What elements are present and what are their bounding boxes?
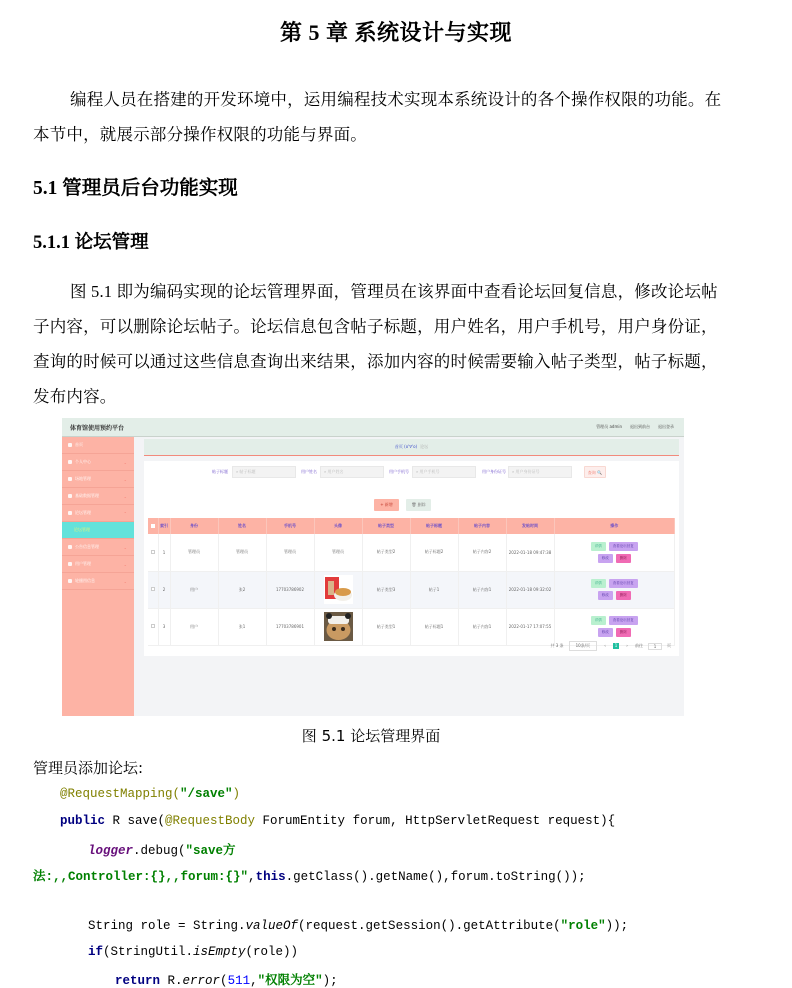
sidebar-item-label: 公告信息管理 bbox=[75, 544, 99, 549]
sidebar-item-label: 论坛管理 bbox=[74, 527, 90, 532]
delete-button[interactable]: 删除 bbox=[616, 591, 631, 600]
image-icon bbox=[68, 579, 72, 583]
chevron-down-icon: ⌄ bbox=[123, 494, 127, 499]
code-label: 管理员添加论坛: bbox=[33, 759, 144, 777]
add-button[interactable]: + 新增 bbox=[374, 499, 399, 511]
row-checkbox[interactable] bbox=[148, 571, 158, 608]
table-header-row bbox=[148, 518, 675, 534]
total-count: 共 3 条 bbox=[550, 643, 564, 648]
code-line-4: 法:,,Controller:{},,forum:{}",this.getClass().getName(),forum.toString()); bbox=[33, 870, 586, 884]
cell-title: 帖子标题1 bbox=[410, 608, 458, 645]
page-size-select[interactable]: 10条/页 bbox=[569, 641, 597, 651]
sidebar-item-notice[interactable] bbox=[62, 539, 134, 556]
intro-paragraph: 编程人员在搭建的开发环境中，运用编程技术实现本系统设计的各个操作权限的功能。在本节中，就展示部分操作权限的功能与界面。 bbox=[33, 90, 722, 144]
chat-icon bbox=[68, 511, 72, 515]
user-name-label: 用户姓名 bbox=[301, 469, 317, 474]
cell-role: 管理员 bbox=[170, 534, 218, 571]
flag-icon bbox=[68, 562, 72, 566]
cell-role: 用户 bbox=[170, 571, 218, 608]
col-phone[interactable]: 手机号 bbox=[266, 518, 314, 534]
col-post-title[interactable]: 帖子标题 bbox=[410, 518, 458, 534]
home-icon bbox=[68, 443, 72, 447]
user-id-input[interactable]: ⌕ 用户身份证号 bbox=[508, 466, 572, 478]
cell-name: 张1 bbox=[218, 608, 266, 645]
goto-label: 前往 bbox=[635, 643, 643, 648]
cell-time: 2022-01-18 09:32:02 bbox=[506, 571, 554, 608]
sidebar-item-label: 轮播图信息 bbox=[75, 578, 95, 583]
chevron-down-icon: ⌄ bbox=[123, 460, 127, 465]
cell-name: 管理员 bbox=[218, 534, 266, 571]
chevron-up-icon: ⌃ bbox=[123, 511, 127, 516]
table-row bbox=[148, 571, 675, 608]
sidebar-subitem-forum-manage[interactable] bbox=[62, 522, 134, 539]
batch-delete-button[interactable]: 🗑 删除 bbox=[406, 499, 431, 511]
col-index: 索引 bbox=[158, 518, 170, 534]
select-all-checkbox[interactable] bbox=[148, 518, 158, 534]
code-line-3: logger.debug("save方 bbox=[88, 844, 236, 858]
col-post-time[interactable]: 发帖时间 bbox=[506, 518, 554, 534]
table-row bbox=[148, 534, 675, 571]
table-row bbox=[148, 608, 675, 645]
delete-button[interactable]: 删除 bbox=[616, 554, 631, 563]
cell-avatar bbox=[314, 571, 362, 608]
cell-phone: 管理员 bbox=[266, 534, 314, 571]
chevron-down-icon: ⌄ bbox=[123, 477, 127, 482]
col-name[interactable]: 姓名 bbox=[218, 518, 266, 534]
forum-card bbox=[144, 461, 679, 656]
cell-title: 帖子1 bbox=[410, 571, 458, 608]
cell-type: 帖子类型1 bbox=[362, 608, 410, 645]
venue-icon bbox=[68, 477, 72, 481]
post-title-label: 帖子标题 bbox=[212, 469, 228, 474]
subsection-title: 5.1.1 论坛管理 bbox=[33, 233, 149, 253]
page-1-button[interactable]: 1 bbox=[614, 643, 618, 648]
sidebar-item-label: 论坛管理 bbox=[75, 510, 91, 515]
user-phone-label: 用户手机号 bbox=[389, 469, 409, 474]
col-role[interactable]: 身份 bbox=[170, 518, 218, 534]
code-line-1: @RequestMapping("/save") bbox=[60, 787, 241, 801]
sidebar-item-base-data[interactable] bbox=[62, 488, 134, 505]
cell-index: 2 bbox=[158, 571, 170, 608]
body-paragraph: 图 5.1 即为编码实现的论坛管理界面，管理员在该界面中查看论坛回复信息，修改论坛帖子内容，可以删除论坛帖子。论坛信息包含帖子标题，用户姓名，用户手机号，用户身份证，查询的时候可以通过这些信息查询出来结果，添加内容的时候需要输入帖子类型，帖子标题，发布内容。 bbox=[33, 282, 718, 406]
cell-ops bbox=[554, 571, 675, 608]
cell-content: 帖子内容2 bbox=[458, 534, 506, 571]
query-button[interactable]: 查询 🔍 bbox=[584, 466, 606, 478]
cell-index: 3 bbox=[158, 608, 170, 645]
cell-index: 1 bbox=[158, 534, 170, 571]
code-line-5: String role = String.valueOf(request.getSession().getAttribute("role")); bbox=[88, 919, 629, 933]
code-line-2: public R save(@RequestBody ForumEntity forum, HttpServletRequest request){ bbox=[60, 814, 616, 828]
sidebar-item-profile[interactable] bbox=[62, 454, 134, 471]
cat-avatar-image bbox=[324, 612, 353, 641]
app-header bbox=[62, 418, 684, 437]
pagination bbox=[550, 641, 671, 651]
app-title: 体育馆使用预约平台 bbox=[70, 425, 125, 432]
sidebar-item-venue[interactable] bbox=[62, 471, 134, 488]
post-title-input[interactable]: ⌕ 帖子标题 bbox=[232, 466, 296, 478]
detail-button[interactable]: 详情 bbox=[591, 579, 606, 588]
figure-caption: 图 5.1 论坛管理界面 bbox=[301, 727, 441, 745]
chapter-title: 第 5 章 系统设计与实现 bbox=[279, 20, 512, 45]
cell-type: 帖子类型2 bbox=[362, 534, 410, 571]
cell-phone: 17703786902 bbox=[266, 571, 314, 608]
section-title: 5.1 管理员后台功能实现 bbox=[33, 178, 238, 199]
breadcrumb-current: 论坛 bbox=[420, 444, 429, 449]
cell-avatar bbox=[314, 608, 362, 645]
forum-management-screenshot bbox=[62, 418, 684, 716]
sidebar-item-label: 个人中心 bbox=[75, 459, 91, 464]
cell-name: 张2 bbox=[218, 571, 266, 608]
sidebar-item-users[interactable] bbox=[62, 556, 134, 573]
chevron-down-icon: ⌄ bbox=[123, 579, 127, 584]
view-replies-button[interactable]: 查看论坛回复 bbox=[609, 542, 638, 551]
logout-link[interactable]: 退出登录 bbox=[658, 424, 674, 429]
sidebar-item-home[interactable] bbox=[62, 437, 134, 454]
search-bar bbox=[144, 466, 679, 478]
main-content bbox=[140, 437, 684, 716]
edit-button[interactable]: 修改 bbox=[598, 591, 613, 600]
cell-type: 帖子类型3 bbox=[362, 571, 410, 608]
data-icon bbox=[68, 494, 72, 498]
cell-time: 2022-01-18 09:47:38 bbox=[506, 534, 554, 571]
goto-page-input[interactable]: 1 bbox=[648, 643, 662, 650]
cell-ops bbox=[554, 534, 675, 571]
edit-button[interactable]: 修改 bbox=[598, 554, 613, 563]
view-replies-button[interactable]: 查看论坛回复 bbox=[609, 579, 638, 588]
chevron-down-icon: ⌄ bbox=[123, 545, 127, 550]
goto-frontend-link[interactable]: 退出到前台 bbox=[630, 424, 650, 429]
header-links bbox=[596, 424, 674, 430]
cell-title: 帖子标题2 bbox=[410, 534, 458, 571]
sidebar-item-label: 基础数据管理 bbox=[75, 493, 99, 498]
user-icon bbox=[68, 460, 72, 464]
cell-avatar: 管理员 bbox=[314, 534, 362, 571]
edit-button[interactable]: 修改 bbox=[598, 628, 613, 637]
cell-role: 用户 bbox=[170, 608, 218, 645]
row-checkbox[interactable] bbox=[148, 534, 158, 571]
page-suffix: 页 bbox=[667, 643, 671, 648]
sidebar-item-carousel[interactable] bbox=[62, 573, 134, 590]
prev-page-button[interactable]: ‹ bbox=[604, 643, 606, 648]
forum-table bbox=[148, 518, 675, 646]
delete-button[interactable]: 删除 bbox=[616, 628, 631, 637]
cell-ops bbox=[554, 608, 675, 645]
col-operations: 操作 bbox=[554, 518, 675, 534]
sidebar-item-label: 场地管理 bbox=[75, 476, 91, 481]
col-post-type[interactable]: 帖子类型 bbox=[362, 518, 410, 534]
cell-time: 2022-01-17 17:07:55 bbox=[506, 608, 554, 645]
view-replies-button[interactable]: 查看论坛回复 bbox=[609, 616, 638, 625]
cell-phone: 17703786901 bbox=[266, 608, 314, 645]
col-post-content[interactable]: 帖子内容 bbox=[458, 518, 506, 534]
user-name-input[interactable]: ⌕ 用户姓名 bbox=[320, 466, 384, 478]
sidebar-item-forum[interactable] bbox=[62, 505, 134, 522]
user-phone-input[interactable]: ⌕ 用户手机号 bbox=[412, 466, 476, 478]
sidebar-item-label: 首页 bbox=[75, 442, 83, 447]
notice-icon bbox=[68, 545, 72, 549]
detail-button[interactable]: 详情 bbox=[591, 542, 606, 551]
code-line-6: if(StringUtil.isEmpty(role)) bbox=[88, 945, 299, 959]
cell-content: 帖子内容1 bbox=[458, 608, 506, 645]
row-checkbox[interactable] bbox=[148, 608, 158, 645]
food-avatar-image bbox=[324, 575, 353, 604]
next-page-button[interactable]: › bbox=[626, 643, 628, 648]
detail-button[interactable]: 详情 bbox=[591, 616, 606, 625]
code-line-7: return R.error(511,"权限为空"); bbox=[115, 974, 338, 988]
cell-content: 帖子内容1 bbox=[458, 571, 506, 608]
user-id-label: 用户身份证号 bbox=[482, 469, 506, 474]
sidebar-item-label: 用户管理 bbox=[75, 561, 91, 566]
col-avatar[interactable]: 头像 bbox=[314, 518, 362, 534]
chevron-down-icon: ⌄ bbox=[123, 562, 127, 567]
breadcrumb bbox=[144, 439, 679, 456]
sidebar bbox=[62, 437, 134, 716]
admin-label: 管理员 admin bbox=[596, 424, 622, 429]
breadcrumb-home[interactable]: 首页 (o'∀'o) bbox=[394, 444, 418, 449]
